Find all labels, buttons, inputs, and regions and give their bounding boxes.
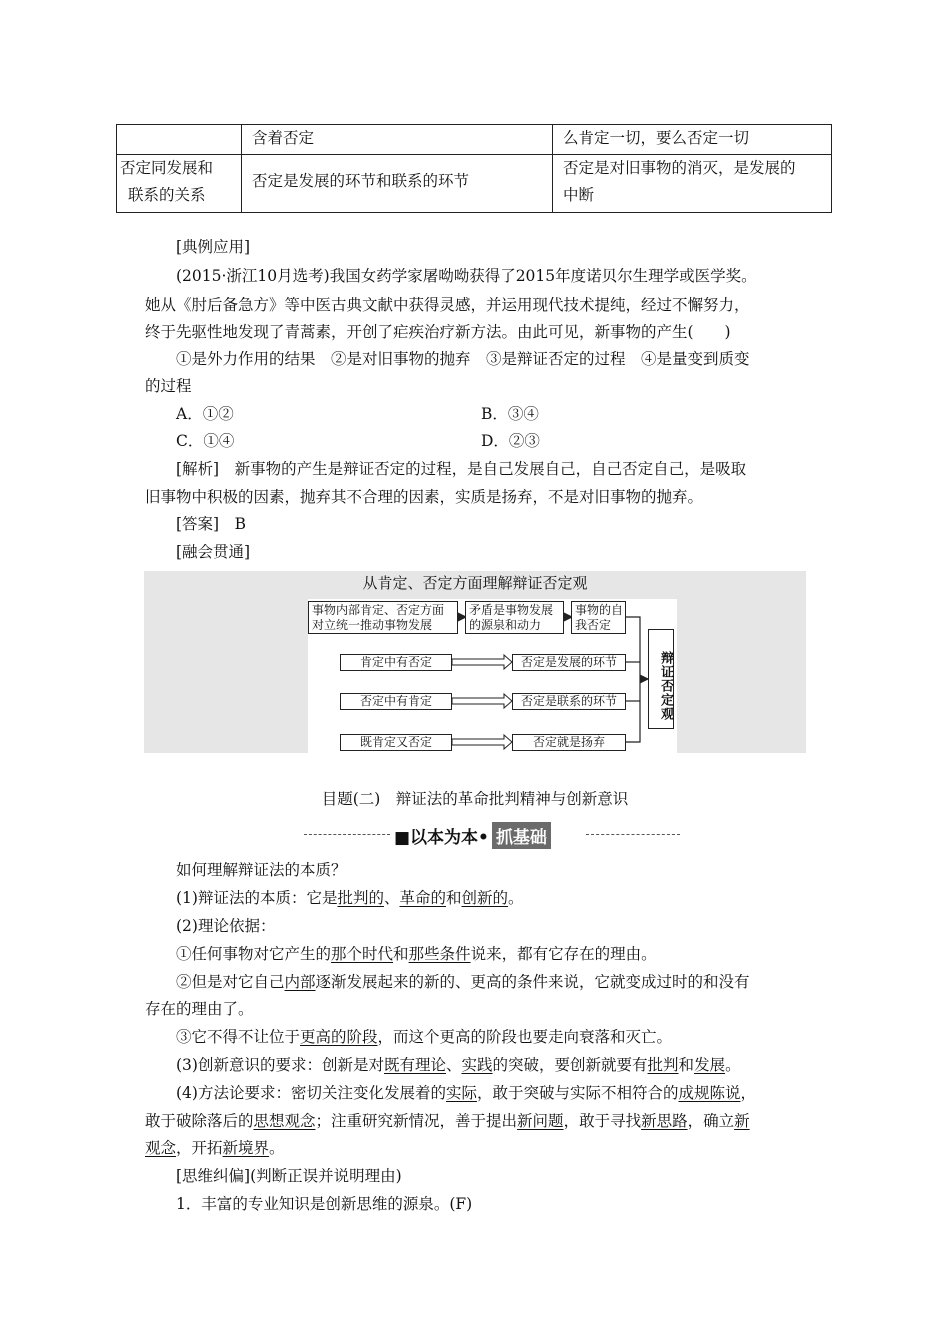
banner-label bbox=[394, 822, 551, 849]
text: (3)创新意识的要求：创新是对 bbox=[176, 1056, 384, 1074]
box-text: 事物内部肯定、否定方面 bbox=[312, 603, 445, 617]
body-line bbox=[176, 887, 524, 909]
box-text: 的源泉和动力 bbox=[469, 618, 542, 632]
table-cell: 否定是发展的环节和联系的环节 bbox=[252, 172, 470, 190]
option-a: A．①② bbox=[176, 405, 234, 423]
table-cell: 含着否定 bbox=[252, 129, 315, 147]
banner-dash bbox=[304, 834, 390, 835]
comparison-table bbox=[116, 124, 832, 213]
table-divider bbox=[552, 125, 553, 212]
underlined-term: 更高的阶段 bbox=[300, 1028, 378, 1046]
body-line bbox=[176, 1082, 756, 1104]
section-title: 目题(二) 辩证法的革命批判精神与创新意识 bbox=[321, 790, 629, 808]
text: 。 bbox=[508, 889, 524, 907]
option-b: B．③④ bbox=[481, 405, 539, 423]
text: ，而这个更高的阶段也要走向衰落和灭亡。 bbox=[377, 1028, 673, 1046]
text: 、 bbox=[383, 889, 400, 907]
underlined-term: 成规陈说 bbox=[678, 1084, 741, 1102]
text: ①任何事物对它产生的 bbox=[176, 945, 332, 963]
diagram-box bbox=[308, 601, 458, 634]
body-line bbox=[145, 1137, 285, 1159]
body-line bbox=[176, 943, 657, 965]
diagram-box: 否定是发展的环节 bbox=[512, 654, 626, 671]
diagram-box: 肯定中有否定 bbox=[340, 654, 452, 671]
text: ，确立 bbox=[687, 1112, 735, 1130]
text: 敢于破除落后的 bbox=[145, 1112, 254, 1130]
box-text: 我否定 bbox=[575, 618, 612, 632]
underlined-term: 革命的 bbox=[399, 889, 447, 907]
answer-line: [答案] B bbox=[176, 515, 246, 533]
integrate-heading: [融会贯通] bbox=[176, 543, 251, 561]
question-line: 终于先驱性地发现了青蒿素，开创了疟疾治疗新方法。由此可见，新事物的产生( ) bbox=[145, 323, 731, 341]
think-heading: [思维纠偏](判断正误并说明理由) bbox=[176, 1167, 402, 1185]
option-d: D．②③ bbox=[481, 432, 540, 450]
diagram-panel bbox=[308, 599, 677, 753]
text: 的突破，要创新就要有 bbox=[492, 1056, 648, 1074]
diagram-box: 既肯定又否定 bbox=[340, 734, 452, 751]
underlined-term: 批判的 bbox=[337, 889, 384, 907]
bracket-line bbox=[626, 617, 640, 742]
diagram-title: 从肯定、否定方面理解辩证否定观 bbox=[362, 574, 588, 592]
double-arrow bbox=[452, 735, 512, 749]
diagram-box: 否定中有肯定 bbox=[340, 693, 452, 710]
double-arrow bbox=[452, 694, 512, 708]
text: 和 bbox=[393, 945, 409, 963]
underlined-term: 批判 bbox=[647, 1056, 679, 1074]
text: ③它不得不让位于 bbox=[176, 1028, 301, 1046]
diagram-box bbox=[571, 601, 626, 634]
diagram-box: 否定是联系的环节 bbox=[512, 693, 626, 710]
box-text: 事物的自 bbox=[575, 603, 624, 617]
think-item: 1．丰富的专业知识是创新思维的源泉。(F) bbox=[176, 1195, 473, 1213]
section-banner bbox=[304, 820, 680, 848]
text: 。 bbox=[725, 1056, 741, 1074]
underlined-term: 既有理论 bbox=[383, 1056, 446, 1074]
question-line: (2015·浙江10月选考)我国女药学家屠呦呦获得了2015年度诺贝尔生理学或医学奖。 bbox=[176, 267, 757, 285]
body-line bbox=[176, 1054, 741, 1076]
text: (4)方法论要求：密切关注变化发展着的 bbox=[176, 1084, 446, 1102]
analysis-line: [解析] 新事物的产生是辩证否定的过程，是自己发展自己，自己否定自己，是吸取 bbox=[176, 460, 747, 478]
table-cell: 中断 bbox=[563, 186, 595, 204]
text: ，敢于突破与实际不相符合的 bbox=[476, 1084, 679, 1102]
table-cell: 否定是对旧事物的消灭，是发展的 bbox=[563, 159, 796, 177]
text: (1)辩证法的本质：它是 bbox=[176, 889, 338, 907]
underlined-term: 新境界 bbox=[222, 1139, 270, 1157]
underlined-term: 实践 bbox=[461, 1056, 493, 1074]
table-cell: 联系的关系 bbox=[128, 186, 206, 204]
text: 。 bbox=[269, 1139, 285, 1157]
diagram-side-box: 辩证否定观 bbox=[648, 629, 674, 729]
statements-line: ①是外力作用的结果 ②是对旧事物的抛弃 ③是辩证否定的过程 ④是量变到质变 bbox=[176, 350, 750, 368]
banner-text: ■以本为本• bbox=[394, 828, 489, 848]
text: ②但是对它自己 bbox=[176, 973, 285, 991]
text: ，开拓 bbox=[176, 1139, 223, 1157]
box-text: 矛盾是事物发展 bbox=[469, 603, 554, 617]
text: 、 bbox=[445, 1056, 462, 1074]
box-text: 对立统一推动事物发展 bbox=[312, 618, 433, 632]
underlined-term: 新思路 bbox=[641, 1112, 688, 1130]
body-line: (2)理论依据： bbox=[176, 917, 276, 935]
diagram-box: 否定就是扬弃 bbox=[512, 734, 626, 751]
option-c: C．①④ bbox=[176, 432, 235, 450]
underlined-term: 那些条件 bbox=[408, 945, 471, 963]
double-arrow bbox=[452, 655, 512, 669]
example-heading: [典例应用] bbox=[176, 238, 251, 256]
text: 和 bbox=[678, 1056, 695, 1074]
table-divider bbox=[241, 125, 242, 212]
body-line bbox=[145, 1110, 750, 1132]
body-line bbox=[176, 971, 750, 993]
analysis-line: 旧事物中积极的因素，抛弃其不合理的因素，实质是扬弃，不是对旧事物的抛弃。 bbox=[145, 488, 704, 506]
diagram-box bbox=[465, 601, 564, 634]
text: ；注重研究新情况，善于提出 bbox=[315, 1112, 518, 1130]
text: 说来，都有它存在的理由。 bbox=[470, 945, 657, 963]
body-line: 存在的理由了。 bbox=[145, 1000, 254, 1018]
underlined-term: 实际 bbox=[445, 1084, 477, 1102]
underlined-term: 发展 bbox=[694, 1056, 726, 1074]
text: ，敢于寻找 bbox=[563, 1112, 642, 1130]
body-question: 如何理解辩证法的本质？ bbox=[176, 861, 347, 879]
table-cell: 否定同发展和 bbox=[120, 159, 214, 177]
text: ， bbox=[740, 1084, 757, 1102]
underlined-term: 新问题 bbox=[517, 1112, 564, 1130]
statements-line: 的过程 bbox=[145, 377, 192, 395]
question-line: 她从《肘后备急方》等中医古典文献中获得灵感，并运用现代技术提纯，经过不懈努力， bbox=[145, 296, 750, 314]
underlined-term: 思想观念 bbox=[253, 1112, 316, 1130]
underlined-term: 观念 bbox=[145, 1139, 177, 1157]
underlined-term: 创新的 bbox=[461, 889, 509, 907]
banner-highlight: 抓基础 bbox=[492, 822, 551, 849]
text: 逐渐发展起来的新的、更高的条件来说，它就变成过时的和没有 bbox=[315, 973, 750, 991]
underlined-term: 那个时代 bbox=[331, 945, 394, 963]
underlined-term: 内部 bbox=[284, 973, 316, 991]
body-line bbox=[176, 1026, 672, 1048]
concept-diagram bbox=[144, 571, 806, 753]
underlined-term: 新 bbox=[734, 1112, 750, 1130]
banner-dash bbox=[586, 834, 680, 835]
table-cell: 么肯定一切，要么否定一切 bbox=[563, 129, 750, 147]
text: 和 bbox=[446, 889, 462, 907]
